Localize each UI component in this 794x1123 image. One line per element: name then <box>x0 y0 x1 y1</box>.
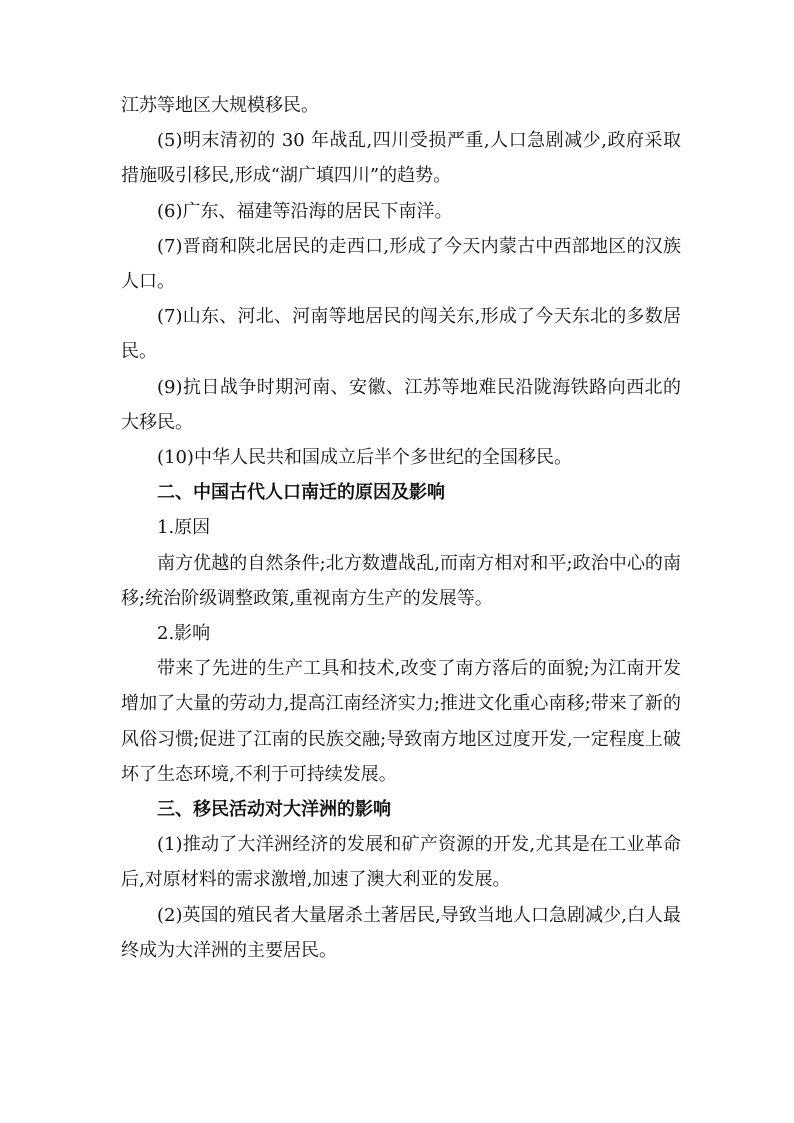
section-heading-3: 三、移民活动对大洋洲的影响 <box>157 799 391 821</box>
paragraph-item-6: (6)广东、福建等沿海的居民下南洋。 <box>157 200 453 222</box>
paragraph-item-10: (10)中华人民共和国成立后半个多世纪的全国移民。 <box>157 447 572 469</box>
section-heading-2: 二、中国古代人口南迁的原因及影响 <box>157 482 445 504</box>
paragraph-oceania-1: (1)推动了大洋洲经济的发展和矿产资源的开发,尤其是在工业革命后,对原材料的需求激增,加速了澳大利亚的发展。 <box>121 834 681 891</box>
subheading-causes: 1.原因 <box>157 517 211 539</box>
paragraph-item-7a: (7)晋商和陕北居民的走西口,形成了今天内蒙古中西部地区的汉族人口。 <box>121 235 681 293</box>
subheading-impacts: 2.影响 <box>157 623 211 645</box>
paragraph-oceania-2: (2)英国的殖民者大量屠杀土著居民,导致当地人口急剧减少,白人最终成为大洋洲的主要居民。 <box>121 904 681 961</box>
paragraph-continuation: 江苏等地区大规模移民。 <box>121 95 319 116</box>
paragraph-item-9: (9)抗日战争时期河南、安徽、江苏等地难民沿陇海铁路向西北的大移民。 <box>121 376 681 433</box>
document-body <box>121 88 681 968</box>
paragraph-impacts: 带来了先进的生产工具和技术,改变了南方落后的面貌;为江南开发增加了大量的劳动力,提高江南经济实力;推进文化重心南移;带来了新的风俗习惯;促进了江南的民族交融;导致南方地区过度开发,一定程度上破坏了生态环境,不利于可持续发展。 <box>121 658 681 785</box>
paragraph-item-5: (5)明末清初的 30 年战乱,四川受损严重,人口急剧减少,政府采取措施吸引移民,形成“湖广填四川”的趋势。 <box>121 130 681 187</box>
paragraph-causes: 南方优越的自然条件;北方数遭战乱,而南方相对和平;政治中心的南移;统治阶级调整政策,重视南方生产的发展等。 <box>121 552 681 609</box>
paragraph-item-7b: (7)山东、河北、河南等地居民的闯关东,形成了今天东北的多数居民。 <box>121 306 681 363</box>
